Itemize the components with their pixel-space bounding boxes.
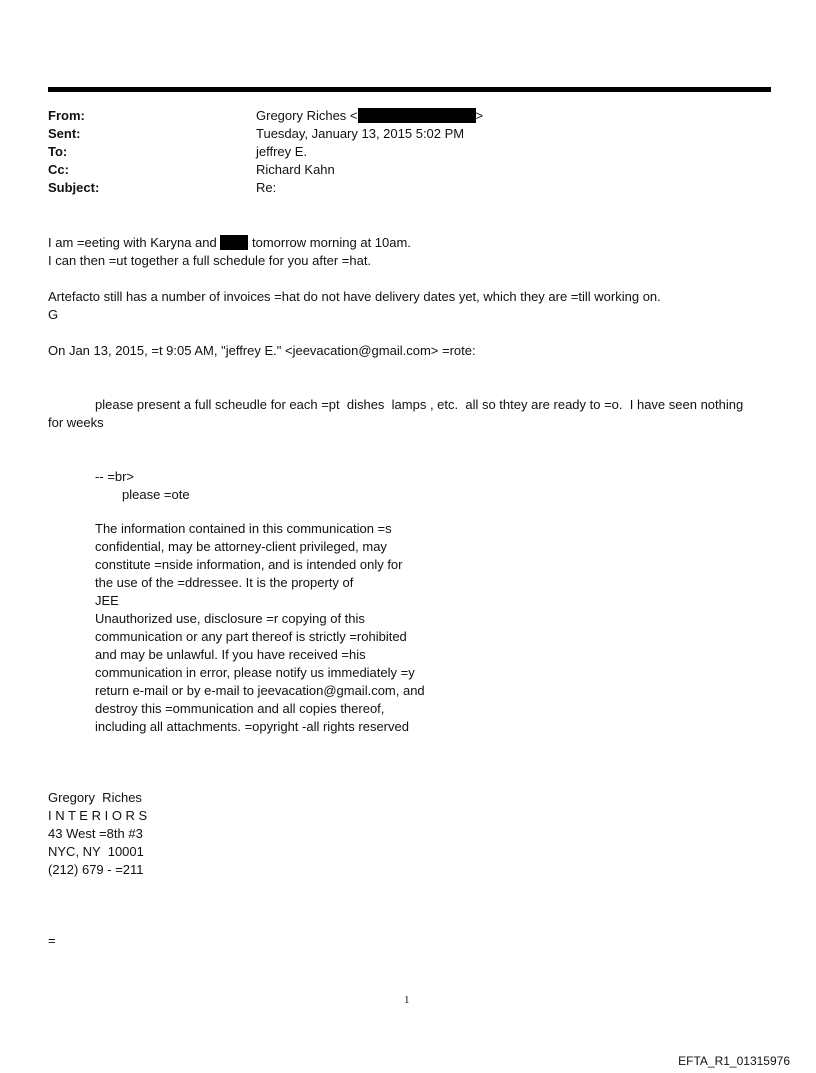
sent-label: Sent: (48, 126, 81, 141)
disclaimer-line: JEE (95, 593, 119, 608)
quoted-line: please present a full scheudle for each =pt dishes lamps , etc. all so thtey are ready to =o. I have seen nothing (95, 397, 744, 412)
cc-row (48, 161, 483, 179)
message-line: I can then =ut together a full schedule for you after =hat. (48, 253, 372, 268)
subject-label: Subject: (48, 180, 100, 195)
from-suffix: > (475, 108, 484, 123)
sender-company: I N T E R I O R S (48, 808, 148, 823)
quoted-line: for weeks (48, 415, 104, 430)
disclaimer-line: communication in error, please notify us immediately =y (95, 665, 415, 680)
sender-signature (48, 789, 778, 879)
cc-label: Cc: (48, 162, 69, 177)
sender-name: Gregory Riches (48, 790, 142, 805)
message-line: Artefacto still has a number of invoices =hat do not have delivery dates yet, which they are =till working on. (48, 289, 661, 304)
trailing-char (48, 932, 778, 950)
from-row (48, 107, 483, 125)
header-rule (48, 87, 771, 92)
disclaimer-line: communication or any part thereof is strictly =rohibited (95, 629, 407, 644)
please-note: please =ote (122, 487, 190, 502)
quoted-message (48, 396, 778, 432)
signature-separator (48, 468, 778, 504)
from-label: From: (48, 108, 85, 123)
message-text: I am =eeting with Karyna and (48, 235, 221, 250)
to-value: jeffrey E. (256, 144, 308, 159)
sig-sep: -- =br> (95, 469, 135, 484)
quote-header (48, 342, 778, 360)
message-body (48, 234, 778, 270)
disclaimer-line: constitute =nside information, and is intended only for (95, 557, 403, 572)
quote-attribution: On Jan 13, 2015, =t 9:05 AM, "jeffrey E." <jeevacation@gmail.com> =rote: (48, 343, 476, 358)
sender-address2: NYC, NY 10001 (48, 844, 144, 859)
from-name: Gregory Riches < (256, 108, 358, 123)
disclaimer (48, 520, 778, 736)
redaction-box (220, 235, 248, 250)
message-line (48, 234, 778, 252)
disclaimer-line: Unauthorized use, disclosure =r copying of this (95, 611, 365, 626)
trailing-text: = (48, 933, 56, 948)
subject-row (48, 179, 483, 197)
sent-row (48, 125, 483, 143)
sent-value: Tuesday, January 13, 2015 5:02 PM (256, 126, 465, 141)
disclaimer-line: the use of the =ddressee. It is the property of (95, 575, 354, 590)
to-label: To: (48, 144, 68, 159)
page-number: 1 (404, 994, 410, 1006)
message-body-2 (48, 288, 778, 324)
from-value (256, 107, 483, 125)
email-header (48, 107, 483, 197)
document-id: EFTA_R1_01315976 (678, 1054, 790, 1068)
sender-phone: (212) 679 - =211 (48, 862, 144, 877)
message-line: G (48, 307, 59, 322)
disclaimer-line: confidential, may be attorney-client privileged, may (95, 539, 387, 554)
cc-value: Richard Kahn (256, 162, 335, 177)
subject-value: Re: (256, 180, 277, 195)
to-row (48, 143, 483, 161)
sender-address1: 43 West =8th #3 (48, 826, 143, 841)
disclaimer-line: The information contained in this communication =s (95, 521, 392, 536)
redaction-box (358, 108, 476, 123)
disclaimer-line: including all attachments. =opyright -all rights reserved (95, 719, 409, 734)
message-text: tomorrow morning at 10am. (248, 235, 411, 250)
disclaimer-line: destroy this =ommunication and all copies thereof, (95, 701, 385, 716)
disclaimer-line: return e-mail or by e-mail to jeevacation@gmail.com, and (95, 683, 425, 698)
disclaimer-line: and may be unlawful. If you have received =his (95, 647, 366, 662)
